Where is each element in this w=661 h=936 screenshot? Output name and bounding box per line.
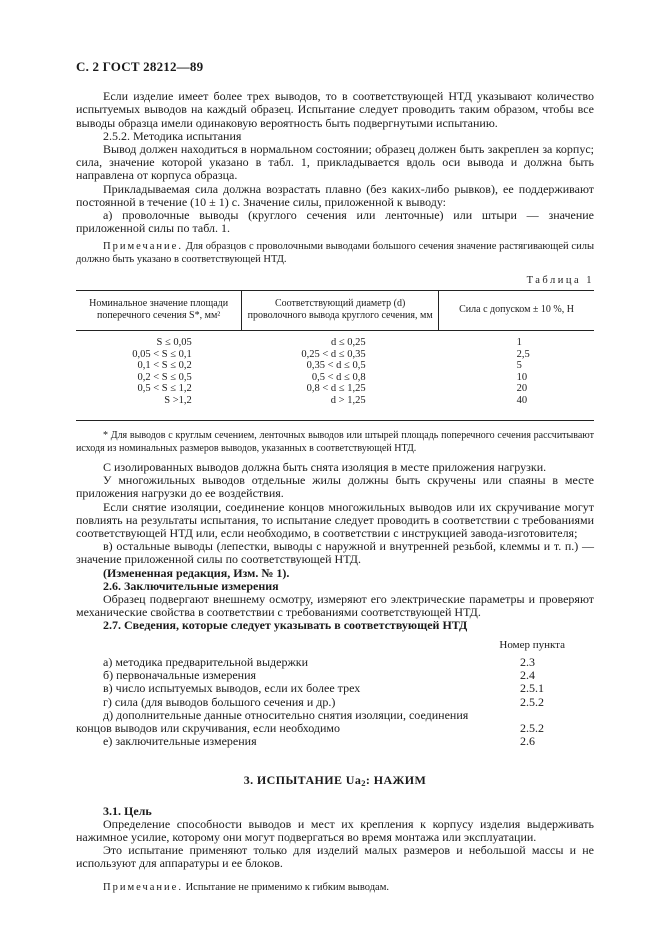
table-cell-force: 2,5 [516, 348, 530, 360]
table-cell-diameter: 0,25 < d ≤ 0,35 [301, 348, 366, 360]
table-row [76, 372, 594, 384]
table-cell-force: 10 [516, 371, 528, 383]
table-cell-diameter: 0,8 < d ≤ 1,25 [306, 383, 366, 395]
amendment-note: (Измененная редакция, Изм. № 1). [103, 565, 290, 580]
force-table [76, 290, 594, 421]
table-cell-area: S ≤ 0,05 [156, 337, 192, 349]
section-3-subscript: 2 [361, 778, 366, 789]
table-cell-force: 40 [439, 395, 594, 421]
document-page [76, 60, 594, 894]
table-header-diameter: Соответствующий диаметр (d) проволочного вывода круглого сечения, мм [242, 291, 439, 331]
table-footnote: * Для выводов с круглым сечением, ленточных выводов или штырей площадь поперечного сечения рассчитывают исходя из номинальных размеров выводов, указанных в соответствующей НТД. [76, 430, 594, 454]
paragraph-purpose: Определение способности выводов и мест их крепления к корпусу изделия выдерживать нажимное усилие, которому они могут подвергаться во время монтажа или эксплуатации. [76, 816, 594, 844]
table-cell-area: S >1,2 [76, 395, 242, 421]
section-2-5-2-title: 2.5.2. Методика испытания [103, 128, 242, 143]
table-cell-force: 1 [516, 337, 522, 349]
table-cell-diameter: d ≤ 0,25 [330, 337, 366, 349]
table-cell-area: 0,5 < S ≤ 1,2 [137, 383, 192, 395]
list-item-label: г) сила (для выводов большого сечения и др.) [103, 694, 336, 709]
table-cell-area: 0,1 < S ≤ 0,2 [137, 360, 192, 372]
section-3-title-suffix: : НАЖИМ [365, 773, 427, 788]
note-label: Примечание. [103, 881, 183, 893]
section-3-1-title: 3.1. Цель [103, 803, 152, 818]
list-item-label: б) первоначальные измерения [103, 668, 257, 683]
paragraph-force-application: Прикладываемая сила должна возрастать плавно (без каких-либо рывков), ее поддерживают постоянной в течение (10 ± 1) с. Значение силы, приложенной к выводу: [76, 181, 594, 209]
page-header: С. 2 ГОСТ 28212—89 [76, 59, 204, 74]
table-cell-area: 0,2 < S ≤ 0,5 [137, 371, 192, 383]
paragraph-manufacturer: Если снятие изоляции, соединение концов многожильных выводов или их скручивание могут повлиять на результаты испытания, то испытание следует проводить в соответствии с требованиями соответствующей НТД или, если необходимо, в соответствии с инструкцией завода-изготовителя; [76, 499, 594, 541]
paragraph-terminal-count: Если изделие имеет более трех выводов, то в соответствующей НТД указывают количество испытуемых выводов на каждый образец. Испытание следует проводить таким образом, чтобы все выводы образца имели одинаковую вероятность быть подвергнутыми испытанию. [76, 89, 594, 130]
note-large-section [76, 241, 594, 265]
paragraph-stranded: У многожильных выводов отдельные жилы должны быть скручены или спаяны в месте приложения нагрузки до ее воздействия. [76, 473, 594, 501]
paragraph-wire-terminals: а) проволочные выводы (круглого сечения или ленточные) или штыри — значение приложенной силы по табл. 1. [76, 208, 594, 236]
table-cell-diameter: d > 1,25 [242, 395, 439, 421]
list-column-header: Номер пункта [499, 638, 565, 651]
list-item-number: 2.5.2 [520, 720, 544, 735]
list-item-number: 2.6 [520, 734, 535, 749]
list-item-label: концов выводов или скручивания, если необходимо [76, 720, 341, 735]
table-row [76, 331, 594, 349]
table-cell-force: 5 [516, 360, 522, 372]
table-caption: Таблица 1 [526, 274, 594, 286]
note-flexible-terminals [76, 881, 594, 894]
paragraph-insulation: С изолированных выводов должна быть снята изоляция в месте приложения нагрузки. [103, 460, 547, 475]
table-row [76, 395, 594, 421]
section-3-title-text: 3. ИСПЫТАНИЕ Ua [243, 773, 362, 788]
list-item-number: 2.5.1 [520, 681, 544, 696]
note-text: Для образцов с проволочными выводами большого сечения значение растягивающей силы должно быть указано в соответствующей НТД. [76, 241, 594, 265]
table-row [76, 383, 594, 395]
table-row [76, 360, 594, 372]
ntd-items-list [76, 656, 594, 748]
list-item-label: д) дополнительные данные относительно снятия изоляции, соединения [103, 707, 469, 722]
list-item-number: 2.5.2 [520, 694, 544, 709]
list-item-number: 2.3 [520, 654, 535, 669]
table-cell-diameter: 0,5 < d ≤ 0,8 [311, 371, 366, 383]
table-cell-force: 20 [516, 383, 528, 395]
list-item-label: е) заключительные измерения [103, 734, 257, 749]
table-cell-diameter: 0,35 < d ≤ 0,5 [306, 360, 366, 372]
note-label: Примечание. [103, 241, 183, 253]
paragraph-applicability: Это испытание применяют только для изделий малых размеров и небольшой массы и не используют для аппаратуры и ее блоков. [76, 843, 594, 871]
list-item [76, 709, 594, 722]
list-item-label: а) методика предварительной выдержки [103, 654, 309, 669]
list-item [76, 682, 594, 695]
paragraph-mounting: Вывод должен находиться в нормальном состоянии; образец должен быть закреплен за корпус; сила, значение которой указано в табл. 1, прикладывается вдоль оси вывода и должна быть направлена от корпуса образца. [76, 142, 594, 183]
table-header-force: Сила с допуском ± 10 %, Н [439, 291, 594, 331]
note-text: Испытание не применимо к гибким выводам. [182, 881, 389, 893]
list-item-label: в) число испытуемых выводов, если их более трех [103, 681, 361, 696]
paragraph-final-measurements: Образец подвергают внешнему осмотру, измеряют его электрические параметры и проверяют механические свойства в соответствии с требованиями соответствующей НТД. [76, 592, 594, 620]
list-item-number [520, 709, 594, 722]
section-2-7-title: 2.7. Сведения, которые следует указывать в соответствующей НТД [103, 618, 468, 633]
list-item-number: 2.4 [520, 668, 535, 683]
section-3-title [76, 774, 594, 790]
list-item [76, 696, 594, 709]
section-2-6-title: 2.6. Заключительные измерения [103, 578, 279, 593]
table-cell-area: 0,05 < S ≤ 0,1 [132, 348, 192, 360]
table-header-area: Номинальное значение площади поперечного сечения S*, мм² [76, 291, 242, 331]
list-item [76, 735, 594, 748]
paragraph-other-terminals: в) остальные выводы (лепестки, выводы с наружной и внутренней резьбой, клеммы и т. п.) — значение приложенной силы по соответствующей НТД. [76, 539, 594, 567]
table-row [76, 349, 594, 361]
